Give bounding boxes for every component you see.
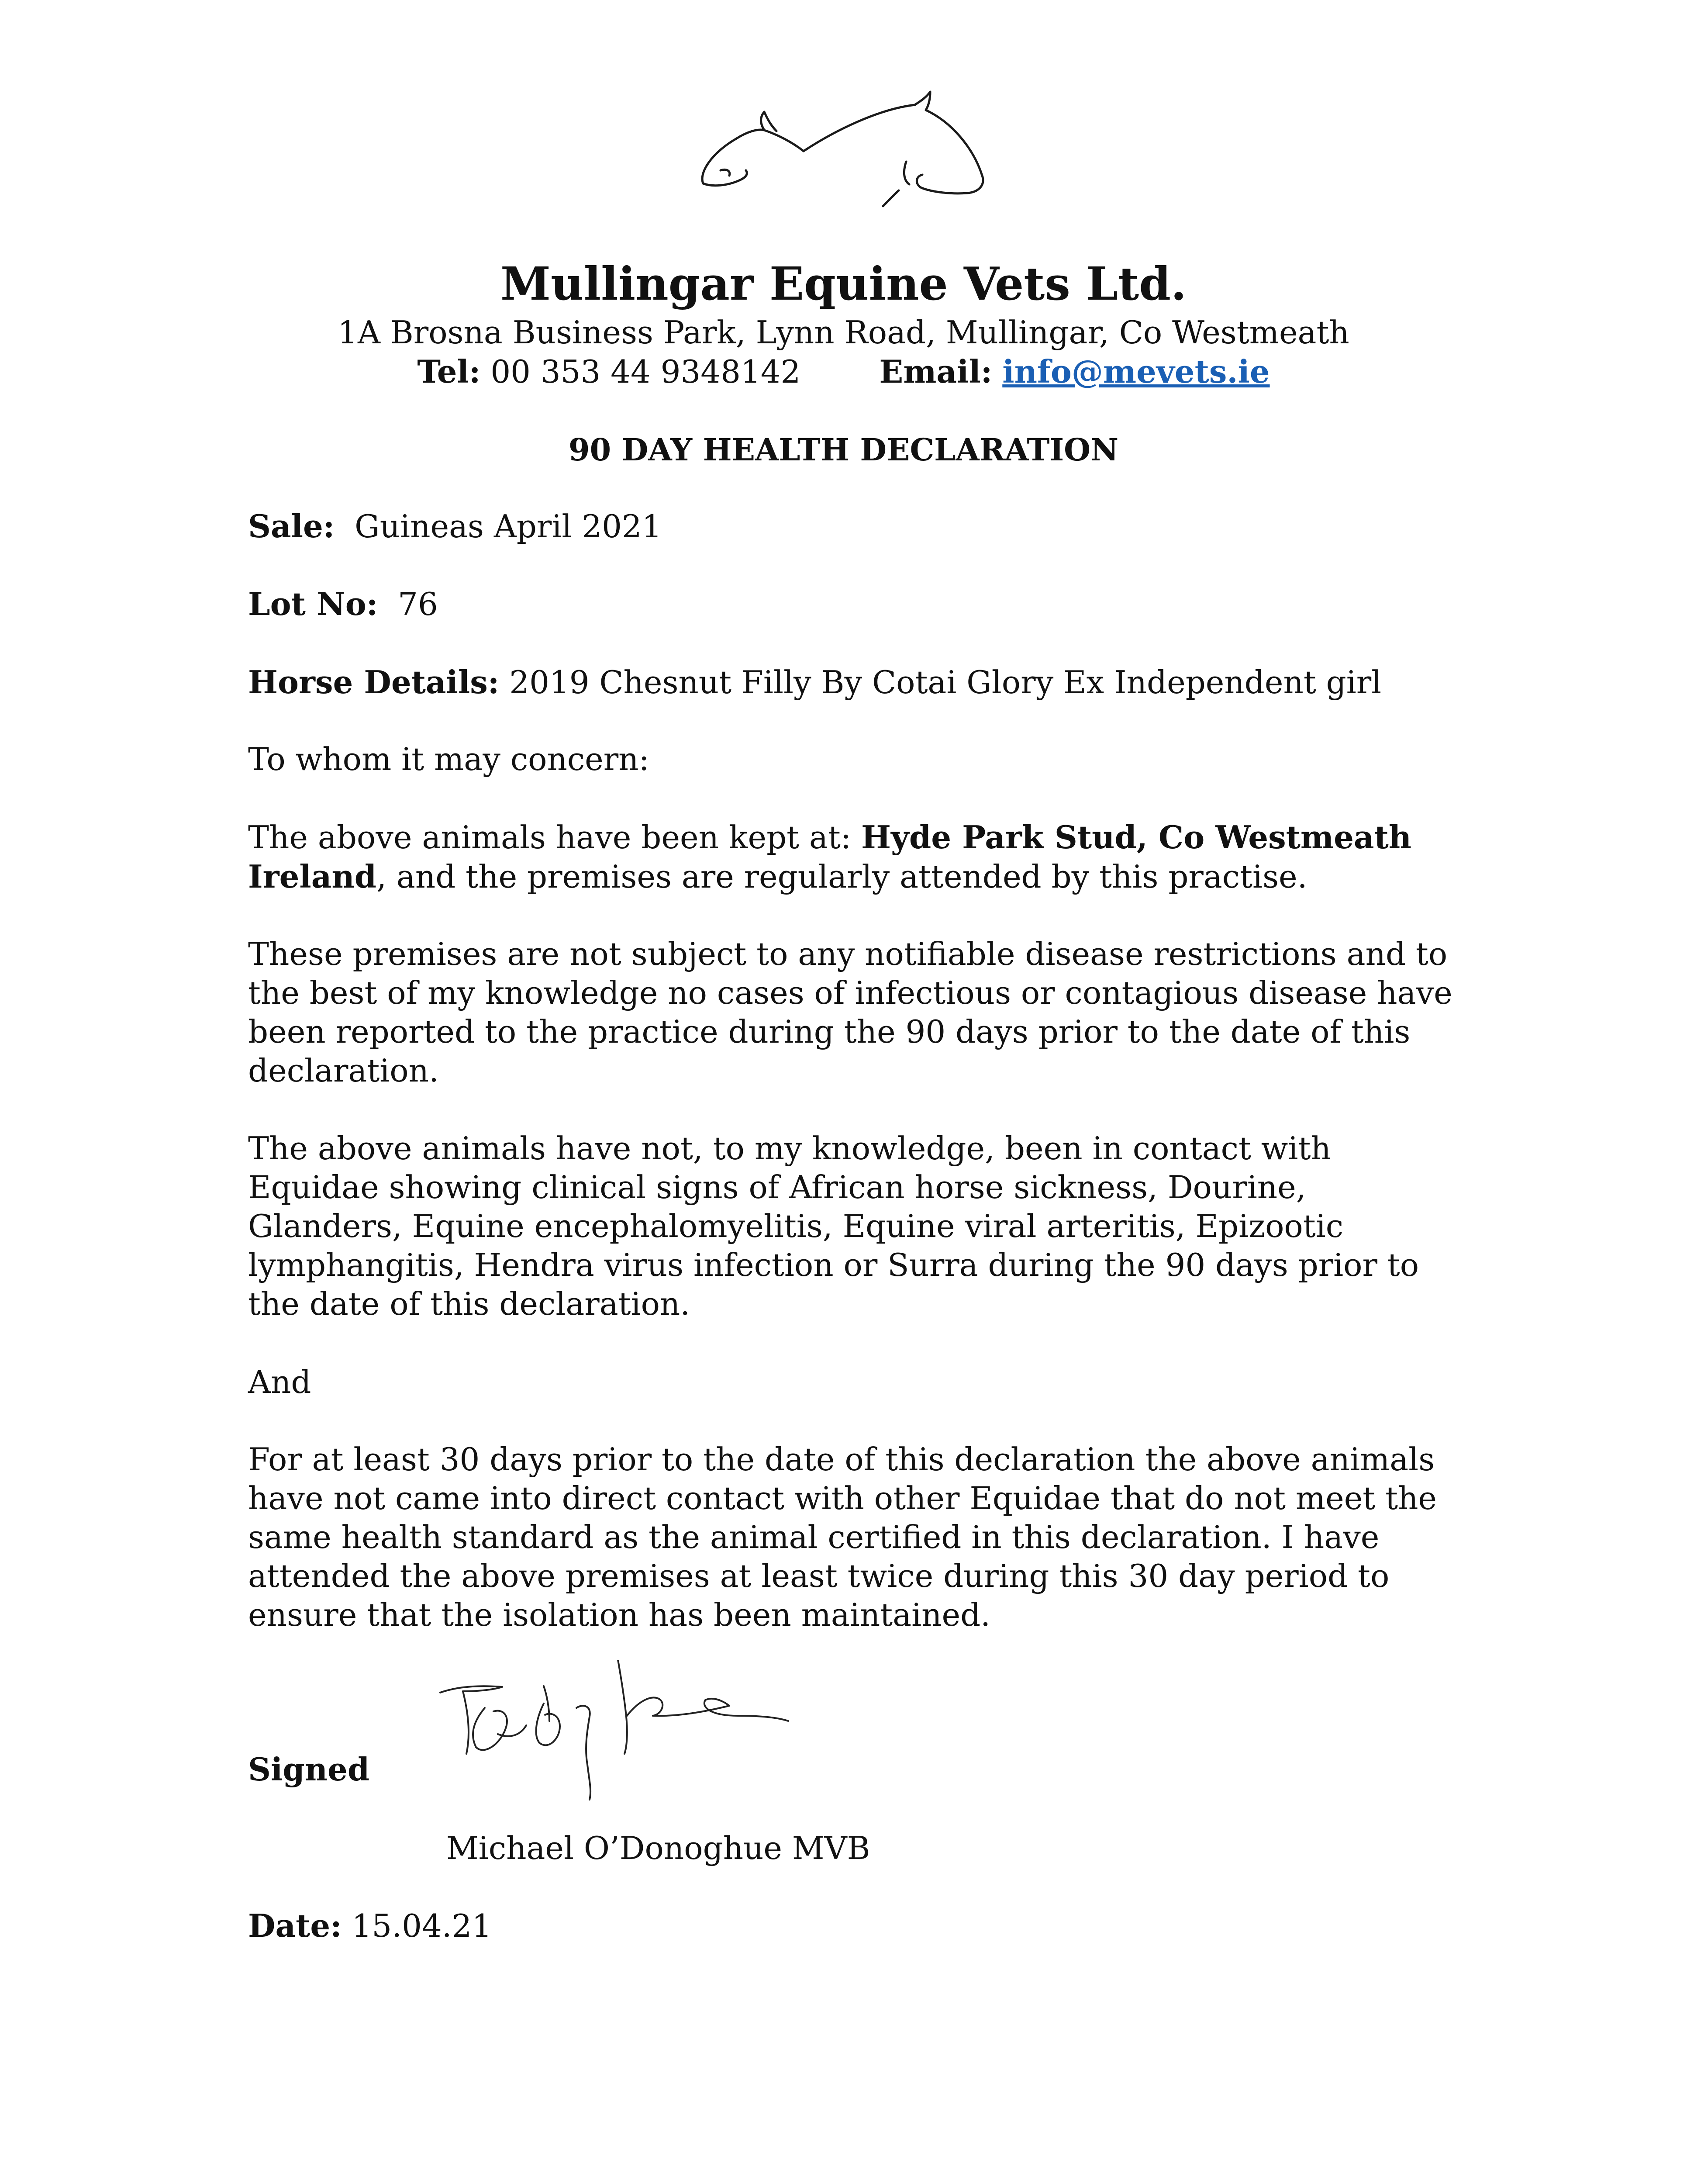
sale-value: Guineas April 2021 xyxy=(355,508,662,545)
isolation-paragraph: For at least 30 days prior to the date of this declaration the above animals have not came into direct contact with other Equidae that do not meet the same health standard as the animal certified in this declaration. I have attended the above premises at least twice during this 30 day period to ensure that the isolation has been maintained. xyxy=(248,1441,1437,1633)
document-title: 90 DAY HEALTH DECLARATION xyxy=(568,432,1119,468)
email-label: Email: xyxy=(879,353,993,390)
company-name: Mullingar Equine Vets Ltd. xyxy=(500,257,1187,311)
restrictions-paragraph: These premises are not subject to any notifiable disease restrictions and to the best of my knowledge no cases of infectious or contagious disease have been reported to the practice during the 90 days prior to the date of this declaration. xyxy=(248,936,1452,1089)
sale-label: Sale: xyxy=(248,508,335,545)
horse-label: Horse Details: xyxy=(248,663,500,701)
horse-field xyxy=(248,663,1453,702)
contact-paragraph: The above animals have not, to my knowledge, been in contact with Equidae showing clinical signs of African horse sickness, Dourine, Glanders, Equine encephalomyelitis, Equine viral arteritis, Epizootic lymphangitis, Hendra virus infection or Surra during the 90 days prior to the date of this declaration. xyxy=(248,1130,1419,1322)
lot-field xyxy=(248,584,1453,624)
premises-location: Hyde Park Stud, Co Westmeath Ireland xyxy=(248,819,1412,895)
tel-label: Tel: xyxy=(417,353,481,390)
sale-field xyxy=(248,507,1453,546)
premises-outro: , and the premises are regularly attended by this practise. xyxy=(376,858,1308,895)
date-field xyxy=(248,1906,1453,1946)
email-link[interactable]: info@mevets.ie xyxy=(1002,353,1270,390)
horse-heads-logo-icon xyxy=(694,83,996,210)
signed-label: Signed xyxy=(248,1751,370,1788)
handwritten-signature-icon xyxy=(432,1660,795,1826)
contact-line xyxy=(0,352,1687,392)
date-value: 15.04.21 xyxy=(352,1908,492,1944)
horse-value: 2019 Chesnut Filly By Cotai Glory Ex Independent girl xyxy=(509,664,1382,701)
premises-intro: The above animals have been kept at: xyxy=(248,819,861,856)
company-address: 1A Brosna Business Park, Lynn Road, Mullingar, Co Westmeath xyxy=(338,314,1349,351)
salutation: To whom it may concern: xyxy=(248,741,649,778)
and-text: And xyxy=(248,1364,311,1400)
signer-name: Michael O’Donoghue MVB xyxy=(446,1830,870,1866)
tel-value: 00 353 44 9348142 xyxy=(490,353,801,390)
date-label: Date: xyxy=(248,1907,342,1944)
lot-value: 76 xyxy=(398,586,438,622)
premises-paragraph xyxy=(248,818,1453,896)
signed-field xyxy=(248,1750,1453,1789)
lot-label: Lot No: xyxy=(248,585,378,622)
